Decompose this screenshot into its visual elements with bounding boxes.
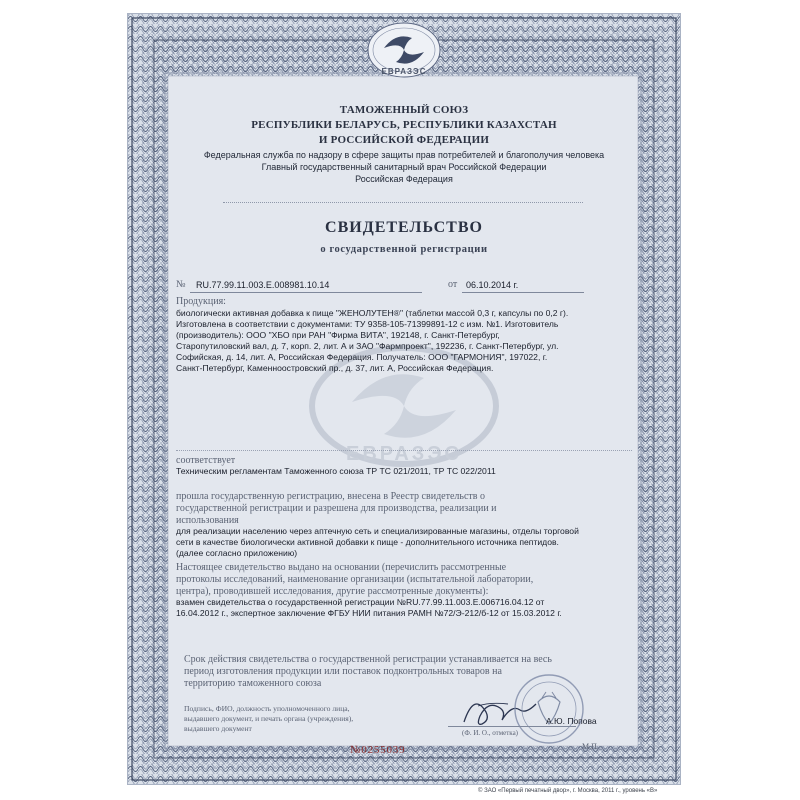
date-underline — [462, 292, 584, 293]
signatory-name-caption: (Ф. И. О., отметка) — [462, 729, 519, 737]
eurasec-emblem-icon — [366, 22, 442, 84]
serial-number: №0255039 — [350, 744, 406, 756]
registration-use-line: для реализации населению через аптечную сеть и специализированные магазины, отделы торговой — [176, 526, 579, 536]
printer-footer: © ЗАО «Первый печатный двор», г. Москва, 2011 г., уровень «В» — [478, 788, 658, 794]
basis-printed-line: центра), проводившей исследования, другие рассмотренные документы): — [176, 586, 489, 597]
product-line: биологически активная добавка к пище "ЖЕНОЛУТЕН®" (таблетки массой 0,3 г, капсулы по 0,2 г). — [176, 308, 569, 318]
registration-printed-line: прошла государственную регистрацию, внесена в Реестр свидетельств о — [176, 491, 485, 502]
validity-line: территорию таможенного союза — [184, 678, 322, 689]
number-label: № — [176, 279, 186, 290]
signature-caption: Подпись, ФИО, должность уполномоченного лица, — [184, 704, 350, 713]
basis-printed-line: Настоящее свидетельство выдано на основании (перечислить рассмотренные — [176, 562, 507, 573]
product-line: Старопутиловский вал, д. 7, корп. 2, лит. А и ЗАО "Фармпроект", 192236, г. Санкт-Петербург, ул. — [176, 341, 559, 351]
product-label: Продукция: — [176, 296, 226, 307]
watermark-name: ЕВРАЗЭС — [345, 443, 463, 465]
certificate-date: 06.10.2014 г. — [466, 280, 519, 290]
product-line: (производитель): ООО "ХБО при РАН "Фирма ВИТА", 192148, г. Санкт-Петербург, — [176, 330, 500, 340]
compliance-text: Техническим регламентам Таможенного союза ТР ТС 021/2011, ТР ТС 022/2011 — [176, 466, 496, 476]
product-line: Санкт-Петербург, Каменноостровский пр., д. 37, лит. А, Российская Федерация. — [176, 363, 494, 373]
union-line-3: И РОССИЙСКОЙ ФЕДЕРАЦИИ — [318, 134, 490, 146]
agency-line-3: Российская Федерация — [355, 174, 453, 184]
signature-caption: выдавшего документ — [184, 724, 252, 733]
agency-line-1: Федеральная служба по надзору в сфере защиты прав потребителей и благополучия человека — [203, 150, 605, 160]
signature-caption: выдавшего документ, и печать органа (учреждения), — [184, 714, 354, 723]
validity-line: Срок действия свидетельства о государственной регистрации устанавливается на весь — [184, 654, 552, 665]
basis-fill-line: взамен свидетельства о государственной регистрации №RU.77.99.11.003.Е.006716.04.12 от — [176, 597, 545, 607]
product-line: Софийская, д. 14, лит. А, Российская Федерация. Получатель: ООО "ГАРМОНИЯ", 197022, г. — [176, 352, 548, 362]
microtext-rule — [176, 450, 632, 451]
union-line-1: ТАМОЖЕННЫЙ СОЮЗ — [339, 104, 469, 116]
product-line: Изготовлена в соответствии с документами: ТУ 9358-105-71399891-12 с изм. №1. Изготовитель — [176, 319, 559, 329]
compliance-label: соответствует — [176, 455, 236, 466]
certificate-title: СВИДЕТЕЛЬСТВО — [325, 219, 483, 236]
signatory-name: А.Ю. Попова — [546, 716, 597, 726]
microtext-rule — [223, 202, 583, 205]
official-seal — [512, 672, 586, 746]
number-underline — [190, 292, 422, 293]
certificate-sheet — [128, 14, 680, 784]
registration-printed-line: государственной регистрации и разрешена для производства, реализации и — [176, 503, 497, 514]
registration-printed-line: использования — [176, 515, 239, 526]
signature-line — [448, 726, 576, 727]
date-label: от — [448, 279, 458, 290]
validity-line: период изготовления продукции или поставок подконтрольных товаров на — [184, 666, 502, 677]
agency-line-2: Главный государственный санитарный врач Российской Федерации — [261, 162, 547, 172]
certificate-subtitle: о государственной регистрации — [320, 244, 488, 255]
registration-use-line: сети в качестве биологически активной добавки к пище - дополнительного источника пептидов. — [176, 537, 559, 547]
union-line-2: РЕСПУБЛИКИ БЕЛАРУСЬ, РЕСПУБЛИКИ КАЗАХСТАН — [251, 119, 557, 131]
registration-use-line: (далее согласно приложению) — [176, 548, 298, 558]
stamp-place: М.П. — [582, 742, 599, 751]
emblem-name: ЕВРАЗЭС — [381, 67, 427, 76]
certificate-number: RU.77.99.11.003.Е.008981.10.14 — [196, 280, 330, 290]
basis-fill-line: 16.04.2012 г., экспертное заключение ФГБУ НИИ питания РАМН №72/Э-212/б-12 от 15.03.2012 г. — [176, 608, 562, 618]
basis-printed-line: протоколы исследований, наименование организации (испытательной лаборатории, — [176, 574, 534, 585]
